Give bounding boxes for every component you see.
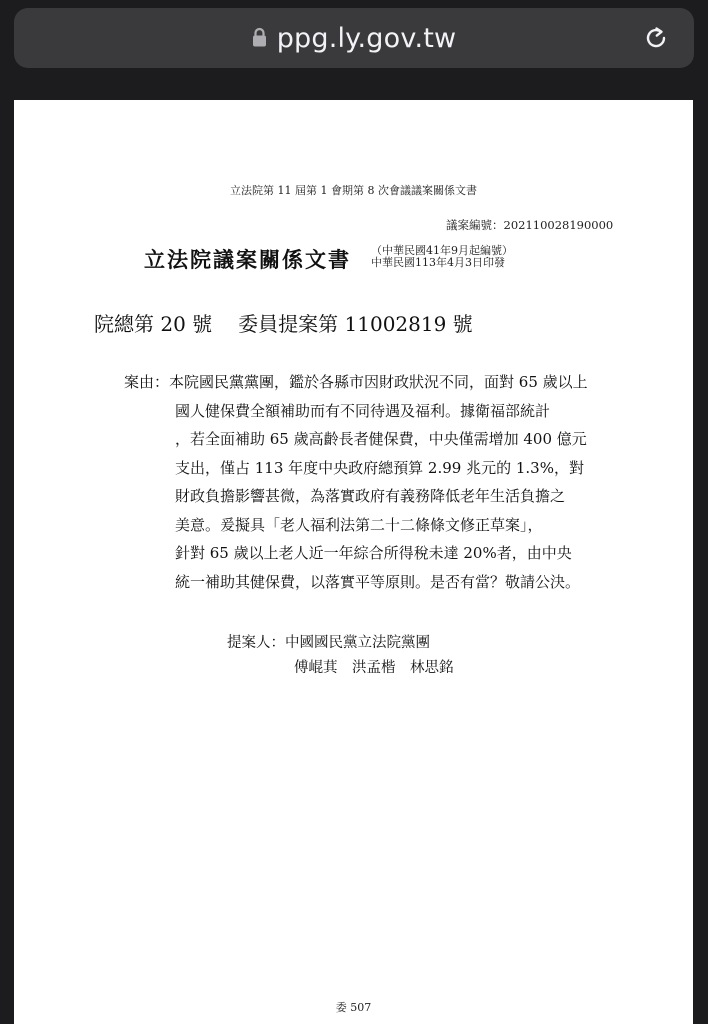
body-line: 統一補助其健保費，以落實平等原則。是否有當？敬請公決。 xyxy=(175,572,581,591)
proposer-label: 提案人：中國國民黨立法院黨團 xyxy=(227,635,430,651)
body-line: 針對 65 歲以上老人近一年綜合所得稅未達 20%者，由中央 xyxy=(175,544,572,562)
address-bar[interactable] xyxy=(14,8,694,68)
body-line: 財政負擔影響甚微，為落實政府有義務降低老年生活負擔之 xyxy=(175,487,566,505)
case-body xyxy=(124,368,644,596)
body-line: ，若全面補助 65 歲高齡長者健保費，中央僅需增加 400 億元 xyxy=(175,430,587,448)
body-line: 支出，僅占 113 年度中央政府總預算 2.99 兆元的 1.3%，對 xyxy=(175,458,584,477)
proposal-number: 委員提案第 11002819 號 xyxy=(238,312,473,336)
body-line: 案由：本院國民黨黨團，鑑於各縣市因財政狀況不同，面對 65 歲以上 xyxy=(124,373,588,391)
publication-note-line-2: 中華民國113年4月3日印發 xyxy=(371,256,505,269)
lock-icon xyxy=(252,27,267,47)
reload-icon[interactable] xyxy=(642,24,670,52)
document-page xyxy=(14,100,693,1024)
publication-note xyxy=(371,245,513,269)
url-text: ppg.ly.gov.tw xyxy=(276,22,457,54)
proposers xyxy=(227,631,454,681)
url-container xyxy=(14,8,694,68)
case-reference xyxy=(94,308,473,337)
publication-note-line-1: （中華民國41年9月起編號） xyxy=(371,244,513,257)
proposer-names: 傅崐萁 洪孟楷 林思銘 xyxy=(294,660,454,676)
body-line: 美意。爰擬具「老人福利法第二十二條條文修正草案」， xyxy=(175,515,543,534)
session-header: 立法院第 11 屆第 1 會期第 8 次會議議案關係文書 xyxy=(230,184,477,197)
page-number: 委 507 xyxy=(335,1001,372,1014)
bill-number: 議案編號：202110028190000 xyxy=(446,218,614,232)
general-case-number: 院總第 20 號 xyxy=(94,312,213,336)
browser-top-bar xyxy=(0,0,708,88)
document-title: 立法院議案關係文書 xyxy=(144,247,351,272)
body-line: 國人健保費全額補助而有不同待遇及福利。據衛福部統計 xyxy=(175,401,551,420)
